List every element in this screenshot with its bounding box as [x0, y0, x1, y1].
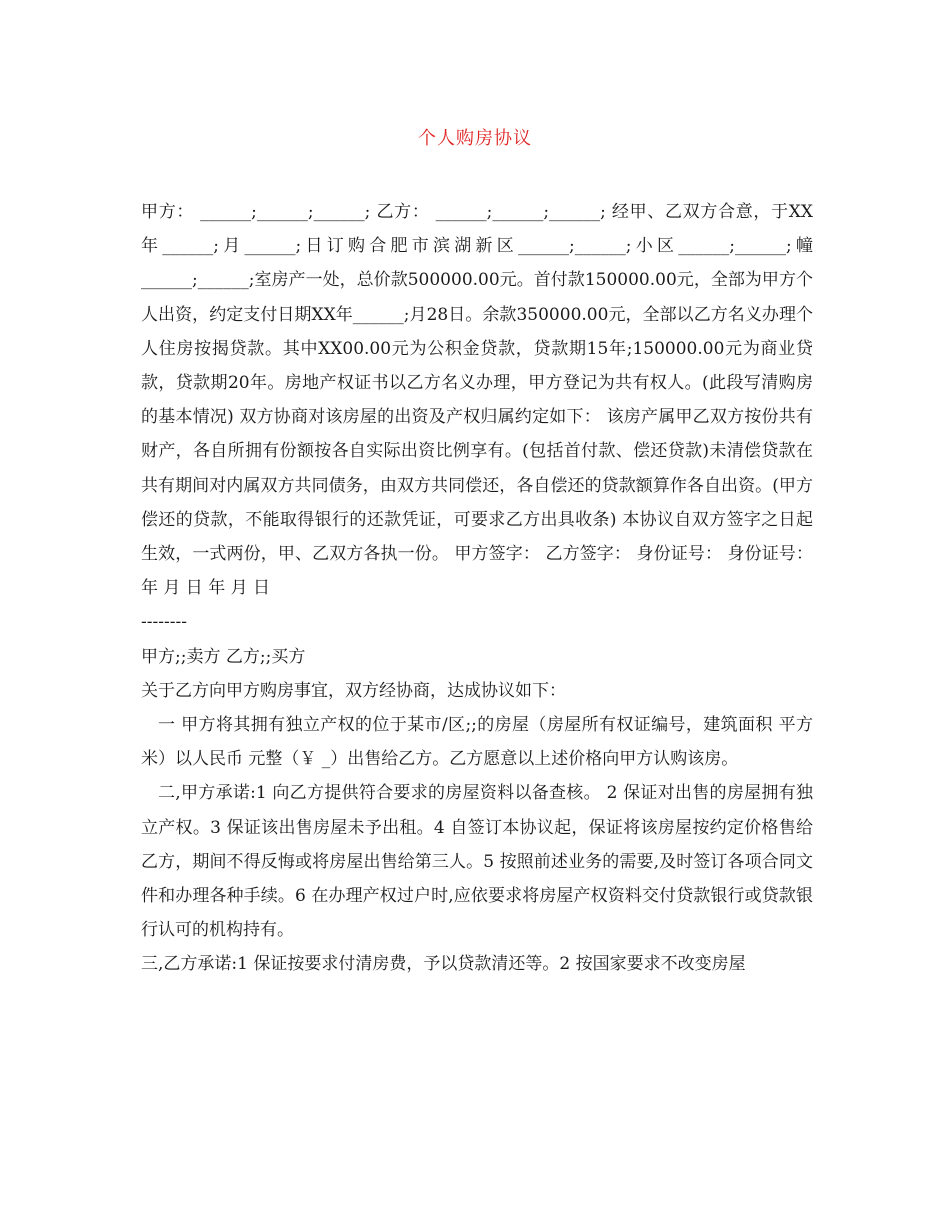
paragraph-clause-3: 三,乙方承诺:1 保证按要求付清房费，予以贷款清还等。2 按国家要求不改变房屋	[141, 954, 746, 975]
divider-line: --------	[141, 612, 187, 633]
paragraph-parties: 甲方;;卖方 乙方;;买方	[141, 646, 306, 667]
paragraph-clause-2: 二,甲方承诺:1 向乙方提供符合要求的房屋资料以备查核。 2 保证对出售的房屋拥有独立产权。3 保证该出售房屋未予出租。4 自签订本协议起，保证将该房屋按约定价格售给乙方，期间不得反悔或将房屋出售给第三人。5 按照前述业务的需要,及时签订各项合同文件和办理各种手续。6 在办理产权过户时,应依要求将房屋产权资料交付贷款银行或贷款银行认可的机构持有。	[141, 783, 813, 941]
paragraph-clause-1: 一 甲方将其拥有独立产权的位于某市/区;;的房屋（房屋所有权证编号，建筑面积 平方米）以人民币 元整（￥ _）出售给乙方。乙方愿意以上述价格向甲方认购该房。	[141, 715, 813, 770]
document-title: 个人购房协议	[418, 128, 532, 149]
paragraph-intro: 关于乙方向甲方购房事宜，双方经协商，达成协议如下：	[141, 680, 566, 701]
document-body	[141, 195, 813, 982]
paragraph-basic-info: 甲方： ______;______;______; 乙方： ______;______;______; 经甲、乙双方合意，于XX年______;月______;日订购合肥市滨湖新区______;______;小区______;______;幢______;______;室房产一处，总价款500000.00元。首付款150000.00元，全部为甲方个人出资，约定支付日期XX年______;月28日。余款350000.00元，全部以乙方名义办理个人住房按揭贷款。其中XX00.00元为公积金贷款，贷款期15年;150000.00元为商业贷款，贷款期20年。房地产权证书以乙方名义办理，甲方登记为共有权人。(此段写清购房的基本情况) 双方协商对该房屋的出资及产权归属约定如下： 该房产属甲乙双方按份共有财产，各自所拥有份额按各自实际出资比例享有。(包括首付款、偿还贷款)未清偿贷款在共有期间对内属双方共同债务，由双方共同偿还，各自偿还的贷款额算作各自出资。(甲方偿还的贷款，不能取得银行的还款凭证，可要求乙方出具收条) 本协议自双方签字之日起生效，一式两份，甲、乙双方各执一份。 甲方签字： 乙方签字： 身份证号： 身份证号： 年 月 日 年 月 日	[141, 202, 813, 599]
